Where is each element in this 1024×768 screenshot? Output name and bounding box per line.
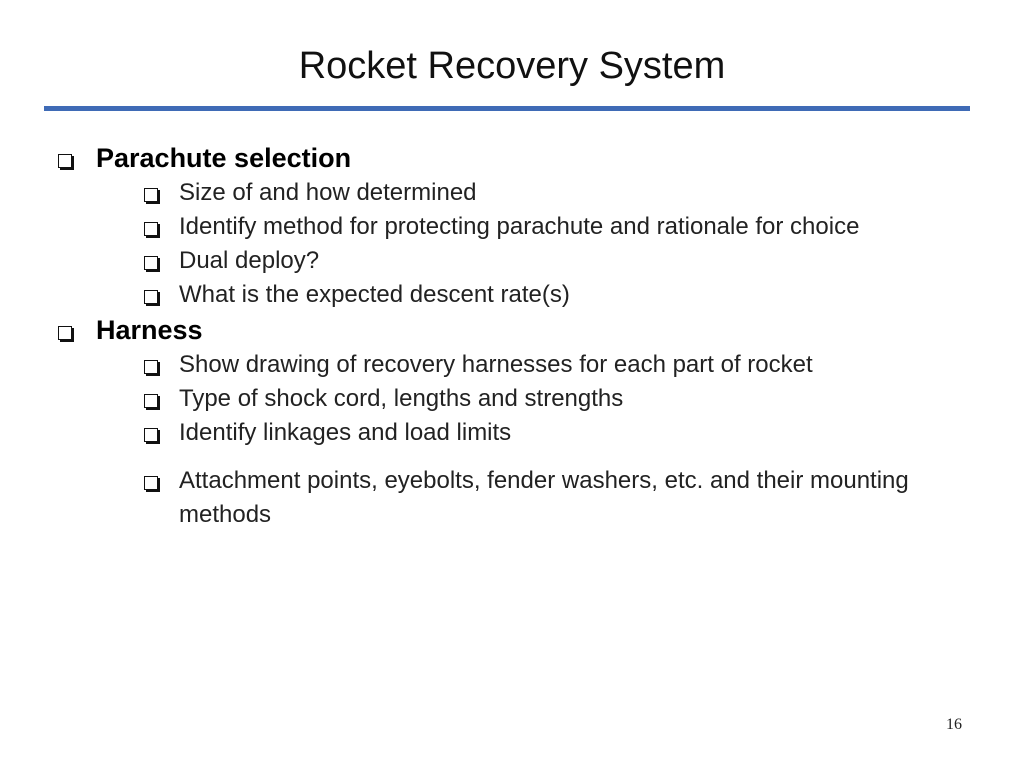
sub-bullet xyxy=(96,210,976,244)
sub-bullet-text: What is the expected descent rate(s) xyxy=(179,281,570,308)
sub-bullet-text: Show drawing of recovery harnesses for each part of rocket xyxy=(179,351,813,378)
checkbox-icon xyxy=(144,394,158,408)
checkbox-icon xyxy=(144,256,158,270)
checkbox-icon xyxy=(58,326,72,340)
checkbox-icon xyxy=(144,222,158,236)
checkbox-icon xyxy=(144,476,158,490)
bullet-harness xyxy=(56,312,976,532)
slide-title: Rocket Recovery System xyxy=(298,45,726,87)
sub-bullet xyxy=(96,244,976,278)
checkbox-icon xyxy=(58,154,72,168)
sub-bullet xyxy=(96,464,976,532)
sub-bullet-text: Size of and how determined xyxy=(179,179,477,206)
sub-list-harness xyxy=(96,348,976,532)
bullet-label: Parachute selection xyxy=(96,143,352,173)
sub-bullet xyxy=(96,382,976,416)
bullet-list xyxy=(56,140,976,532)
sub-bullet xyxy=(96,176,976,210)
page-number: 16 xyxy=(946,716,962,733)
sub-bullet-text: Attachment points, eyebolts, fender washers, etc. and their mounting methods xyxy=(179,467,909,528)
checkbox-icon xyxy=(144,360,158,374)
sub-bullet-text: Identify linkages and load limits xyxy=(179,419,512,446)
sub-list-parachute xyxy=(96,176,976,312)
checkbox-icon xyxy=(144,290,158,304)
sub-bullet xyxy=(96,416,976,450)
sub-bullet-text: Identify method for protecting parachute and rationale for choice xyxy=(179,213,860,240)
sub-bullet-text: Dual deploy? xyxy=(179,247,320,274)
sub-bullet-text: Type of shock cord, lengths and strengths xyxy=(179,385,624,412)
sub-bullet xyxy=(96,348,976,382)
bullet-parachute-selection xyxy=(56,140,976,312)
bullet-label: Harness xyxy=(96,315,203,345)
checkbox-icon xyxy=(144,428,158,442)
sub-bullet xyxy=(96,278,976,312)
title-rule xyxy=(44,106,970,111)
checkbox-icon xyxy=(144,188,158,202)
